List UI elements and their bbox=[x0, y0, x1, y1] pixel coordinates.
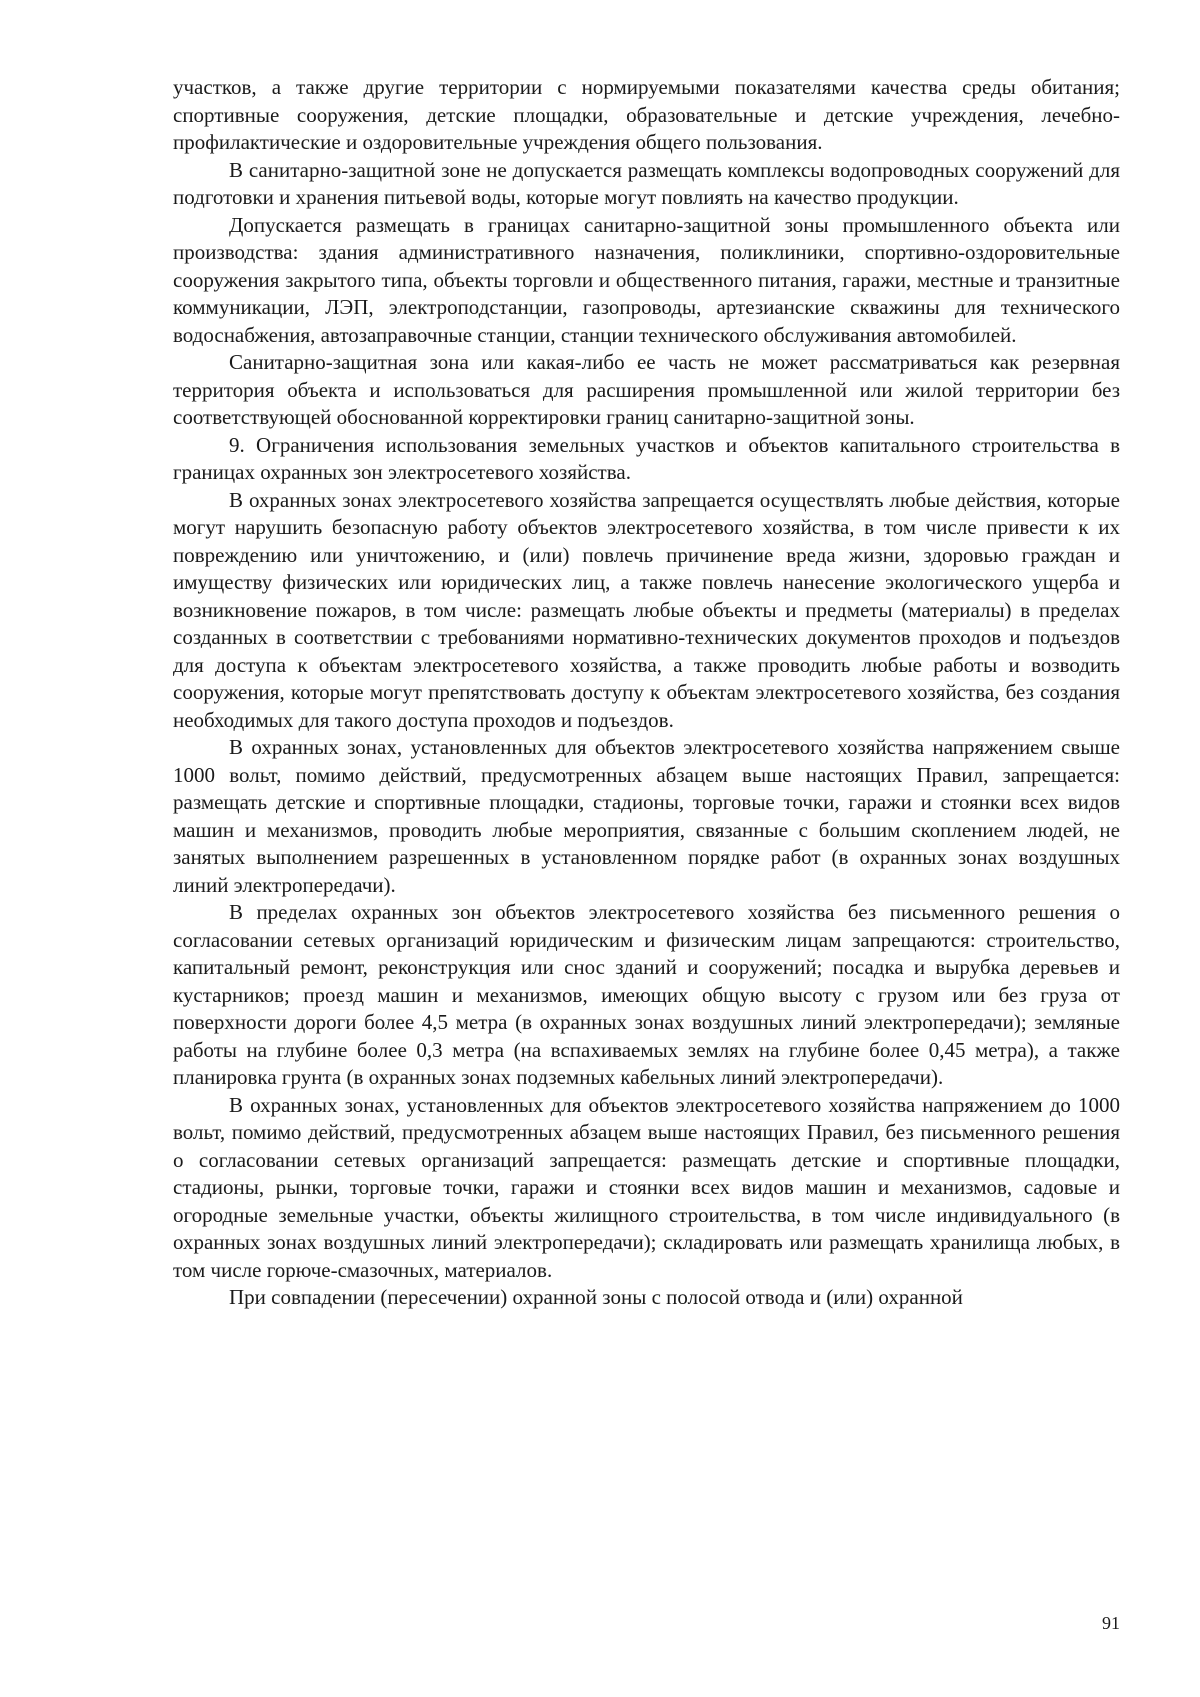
paragraph-allowed-objects: Допускается размещать в границах санитарно-защитной зоны промышленного объекта или производства: здания административного назначения, поликлиники, спортивно-оздоровительные сооружения закрытого типа, объекты торговли и общественного питания, гаражи, местные и транзитные коммуникации, ЛЭП, электроподстанции, газопроводы, артезианские скважины для технического водоснабжения, автозаправочные станции, станции технического обслуживания автомобилей. bbox=[173, 212, 1120, 347]
page-number: 91 bbox=[1102, 1613, 1120, 1633]
document-body bbox=[173, 74, 1120, 1312]
paragraph-protection-zones: В охранных зонах электросетевого хозяйства запрещается осуществлять любые действия, которые могут нарушить безопасную работу объектов электросетевого хозяйства, в том числе привести к их повреждению или уничтожению, и (или) повлечь причинение вреда жизни, здоровью граждан и имуществу физических или юридических лиц, а также повлечь нанесение экологического ущерба и возникновение пожаров, в том числе: размещать любые объекты и предметы (материалы) в пределах созданных в соответствии с требованиями нормативно-технических документов проходов и подъездов для доступа к объектам электросетевого хозяйства, а также проводить любые работы и возводить сооружения, которые могут препятствовать доступу к объектам электросетевого хозяйства, без создания необходимых для такого доступа проходов и подъездов. bbox=[173, 487, 1120, 732]
paragraph-reserve-territory: Санитарно-защитная зона или какая-либо ее часть не может рассматриваться как резервная территория объекта и использоваться для расширения промышленной или жилой территории без соответствующей обоснованной корректировки границ санитарно-защитной зоны. bbox=[173, 350, 1120, 429]
paragraph-below-1000v: В охранных зонах, установленных для объектов электросетевого хозяйства напряжением до 1000 вольт, помимо действий, предусмотренных абзацем выше настоящих Правил, без письменного решения о согласовании сетевых организаций запрещается: размещать детские и спортивные площадки, стадионы, рынки, торговые точки, гаражи и стоянки всех видов машин и механизмов, садовые и огородные земельные участки, объекты жилищного строительства, в том числе индивидуального (в охранных зонах воздушных линий электропередачи); складировать или размещать хранилища любых, в том числе горюче-смазочных, материалов. bbox=[173, 1092, 1120, 1282]
paragraph-continuation: участков, а также другие территории с нормируемыми показателями качества среды обитания; спортивные сооружения, детские площадки, образовательные и детские учреждения, лечебно-профилактические и оздоровительные учреждения общего пользования. bbox=[173, 75, 1120, 154]
section-heading-9: 9. Ограничения использования земельных участков и объектов капитального строительства в границах охранных зон электросетевого хозяйства. bbox=[173, 432, 1120, 484]
paragraph-intersection: При совпадении (пересечении) охранной зоны с полосой отвода и (или) охранной bbox=[229, 1285, 963, 1309]
paragraph-written-approval: В пределах охранных зон объектов электросетевого хозяйства без письменного решения о согласовании сетевых организаций юридическим и физическим лицам запрещаются: строительство, капитальный ремонт, реконструкция или снос зданий и сооружений; посадка и вырубка деревьев и кустарников; проезд машин и механизмов, имеющих общую высоту с грузом или без груза от поверхности дороги более 4,5 метра (в охранных зонах воздушных линий электропередачи); земляные работы на глубине более 0,3 метра (на вспахиваемых землях на глубине более 0,45 метра), а также планировка грунта (в охранных зонах подземных кабельных линий электропередачи). bbox=[173, 900, 1120, 1089]
paragraph-water-supply: В санитарно-защитной зоне не допускается размещать комплексы водопроводных сооружений для подготовки и хранения питьевой воды, которые могут повлиять на качество продукции. bbox=[173, 157, 1120, 209]
paragraph-above-1000v: В охранных зонах, установленных для объектов электросетевого хозяйства напряжением свыше 1000 вольт, помимо действий, предусмотренных абзацем выше настоящих Правил, запрещается: размещать детские и спортивные площадки, стадионы, торговые точки, гаражи и стоянки всех видов машин и механизмов, проводить любые мероприятия, связанные с большим скоплением людей, не занятых выполнением разрешенных в установленном порядке работ (в охранных зонах воздушных линий электропередачи). bbox=[173, 735, 1120, 897]
